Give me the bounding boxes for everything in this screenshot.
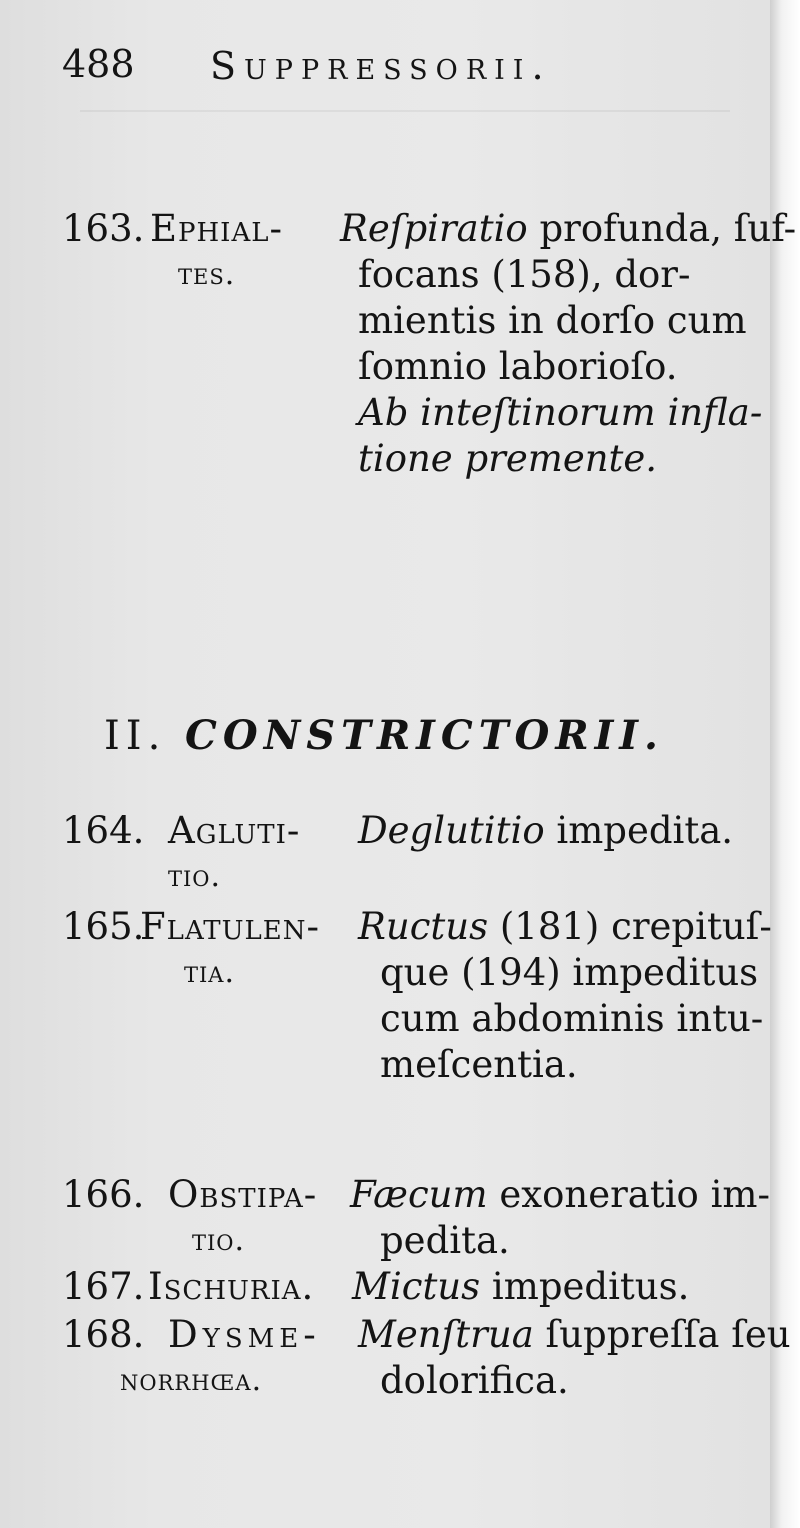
entry-number: 164. (62, 809, 145, 852)
entry-165: 165. Flatulen- tia. Ructus (181) crepituſ- que (194) impeditus cum abdominis intu- meſcentia. (62, 905, 772, 1086)
entry-163: 163. Ephial- tes. Reſpiratio profunda, ſuf- focans (158), dor- mientis in dorſo cum ſomnio laborioſo. Ab inteſtinorum infla- tione premente. (62, 207, 797, 480)
entry-name: Dysme- (168, 1313, 321, 1356)
entry-167: 167. Ischuria. Mictus impeditus. (62, 1265, 690, 1308)
page-number: 488 (62, 42, 135, 86)
entry-name-cont: tes. (178, 257, 236, 292)
entry-name: Obstipa- (168, 1173, 318, 1216)
entry-number: 167. (62, 1265, 145, 1308)
entry-name-cont: norrhœa. (120, 1363, 263, 1398)
entry-166: 166. Obstipa- tio. Fæcum exoneratio im- pedita. (62, 1173, 771, 1262)
section-numeral: II. (104, 713, 167, 759)
bleed-through-texture (80, 110, 730, 142)
entry-168: 168. Dysme- norrhœa. Menſtrua ſuppreſſa ſeu dolorifica. (62, 1313, 791, 1402)
entry-name: Ephial- (150, 207, 283, 250)
entry-name: Flatulen- (140, 905, 321, 948)
entry-number: 163. (62, 207, 145, 250)
entry-name-cont: tio. (192, 1223, 246, 1258)
entry-name: Agluti- (168, 809, 301, 852)
entry-number: 168. (62, 1313, 145, 1356)
section-title: CONSTRICTORII. (185, 712, 664, 759)
running-title: Suppressorii. (210, 44, 552, 88)
section-heading (104, 712, 664, 759)
entry-number: 165. (62, 905, 145, 948)
entry-164: 164. Agluti- tio. Deglutitio impedita. (62, 808, 762, 900)
entry-name-cont: tia. (184, 955, 236, 990)
entry-name: Ischuria. (148, 1265, 315, 1308)
entry-number: 166. (62, 1173, 145, 1216)
entry-name-cont: tio. (168, 859, 222, 894)
